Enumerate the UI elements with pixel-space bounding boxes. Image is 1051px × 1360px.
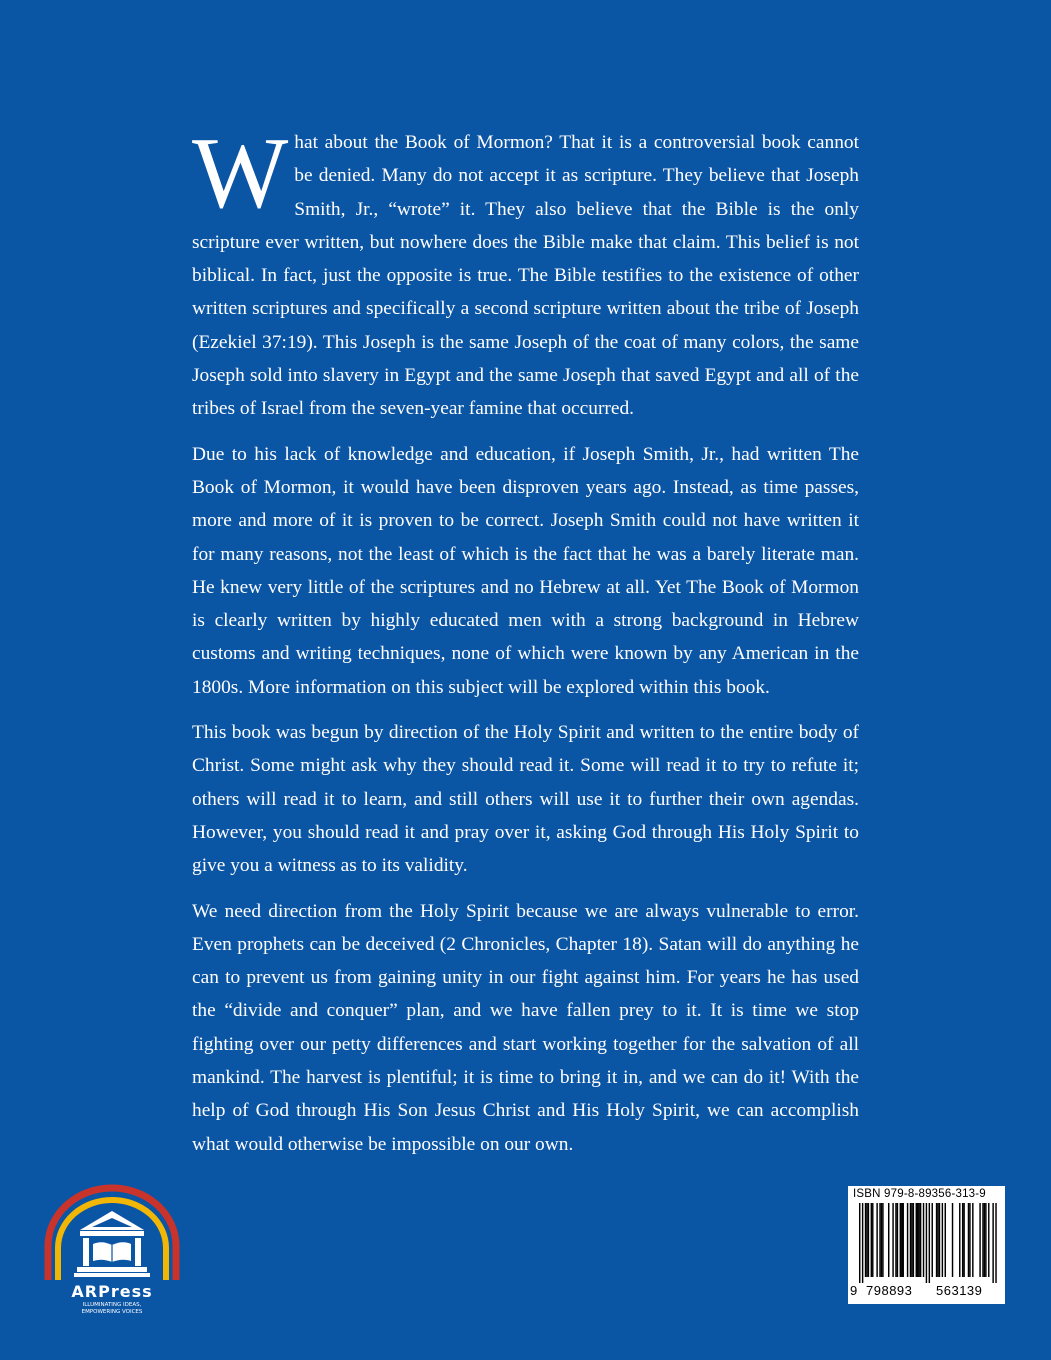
open-book-right [112,1242,131,1262]
barcode-bar [918,1203,919,1277]
paragraph-1-text: hat about the Book of Mormon? That it is a controversial book cannot be denied. Many do not accept it as scripture. They believe that Joseph Smith, Jr., “wrote” it. They also believe that the Bible is the only scripture ever written, but nowhere does the Bible make that claim. This belief is not biblical. In fact, just the opposite is true. The Bible testifies to the existence of other written scriptures and specifically a second scripture written about the tribe of Joseph (Ezekiel 37:19). This Joseph is the same Joseph of the coat of many colors, the same Joseph sold into slavery in Egypt and the same Joseph that saved Egypt and all of the tribes of Israel from the seven-year famine that occurred. [192,132,859,420]
barcode-bar [932,1203,933,1277]
barcode-bar [984,1203,985,1277]
barcode-bar [972,1203,973,1277]
barcode-bar [968,1203,969,1277]
paragraph-3: This book was begun by direction of the Holy Spirit and written to the entire body of Christ. Some might ask why they should read it. Some will read it to try to refute it; others will read it to learn, and still others will use it to further their own agendas. However, you should read it and pray over it, asking God through His Holy Spirit to give you a witness as to its validity. [192,722,859,877]
library-building-with-open-book-icon [44,1184,180,1284]
barcode-bar [892,1203,893,1277]
barcode-bar [952,1203,953,1277]
barcode-bar [868,1203,869,1277]
barcode-bar [995,1203,996,1283]
barcode-bar [942,1203,943,1277]
barcode-bar [900,1203,901,1277]
barcode-bar [988,1203,989,1277]
paragraph-4: We need direction from the Holy Spirit because we are always vulnerable to error. Even prophets can be deceived (2 Chronicles, Chapter 18). Satan will do anything he can to prevent us from gaining unity in our fight against him. For years he has used the “divide and conquer” plan, and we have fallen prey to it. It is time we stop fighting over our petty differences and start working together for the salvation of all mankind. The harvest is plentiful; it is time to bring it in, and we can do it! With the help of God through His Son Jesus Christ and His Holy Spirit, we can accomplish what would otherwise be impossible on our own. [192,900,859,1155]
barcode-bar [859,1203,860,1283]
barcode-bar [917,1203,918,1277]
barcode-bar [866,1203,867,1277]
paragraph-2: Due to his lack of knowledge and education, if Joseph Smith, Jr., had written The Book of Mormon, it would have been disproven years ago. Instead, as time passes, more and more of it is proven to be correct. Joseph Smith could not have written it for many reasons, not the least of which is the fact that he was a barely literate man. He knew very little of the scriptures and no Hebrew at all. Yet The Book of Mormon is clearly written by highly educated men with a strong background in Hebrew customs and writing techniques, none of which were known by any American in the 1800s. More information on this subject will be explored within this book. [192,443,859,698]
barcode-bar [879,1203,880,1277]
barcode-bars [853,1203,1000,1283]
barcode-bar [939,1203,940,1277]
barcode-bar [903,1203,904,1277]
barcode-bar [888,1203,889,1277]
barcode-bar [865,1203,866,1277]
barcode-bar [907,1203,908,1277]
barcode-bar [895,1203,896,1277]
barcode-bar [897,1203,898,1277]
barcode-digit-group-1: 798893 [866,1283,913,1298]
barcode-bar [881,1203,882,1277]
barcode-bar [920,1203,921,1277]
barcode-bar [913,1203,914,1277]
barcode-bar [992,1203,993,1283]
barcode-digit-group-2: 563139 [936,1283,983,1298]
drop-cap: W [192,117,289,230]
publisher-logo [44,1184,180,1320]
barcode-bar [871,1203,872,1277]
open-book-left [93,1242,112,1262]
publisher-name: ARPress [71,1282,153,1301]
barcode-bar [959,1203,960,1277]
barcode-bar [910,1203,911,1277]
barcode-bar [911,1203,912,1277]
barcode-bar [985,1203,986,1277]
barcode-bar [916,1203,917,1277]
barcode-bar [982,1203,983,1277]
blurb-text [192,117,859,1173]
isbn-label: ISBN 979-8-89356-313-9 [853,1188,986,1200]
barcode-bar [963,1203,964,1277]
barcode-bar [979,1203,980,1277]
barcode-digit-lead: 9 [850,1283,858,1298]
barcode-bar [969,1203,970,1277]
barcode-bar [937,1203,938,1277]
barcode-bar [945,1203,946,1277]
barcode-bar [862,1203,863,1283]
barcode-bar [929,1203,930,1283]
isbn-barcode [848,1186,1005,1304]
barcode-bar [882,1203,883,1277]
barcode-bar [901,1203,902,1277]
barcode-bar [936,1203,937,1277]
barcode-bar [926,1203,927,1283]
barcode-bar [923,1203,924,1277]
barcode-bar [962,1203,963,1277]
publisher-tagline: ILLUMINATING IDEAS, EMPOWERING VOICES [81,1302,143,1315]
barcode-bar [872,1203,873,1277]
barcode-bar [876,1203,877,1277]
paragraph-1 [192,117,859,426]
